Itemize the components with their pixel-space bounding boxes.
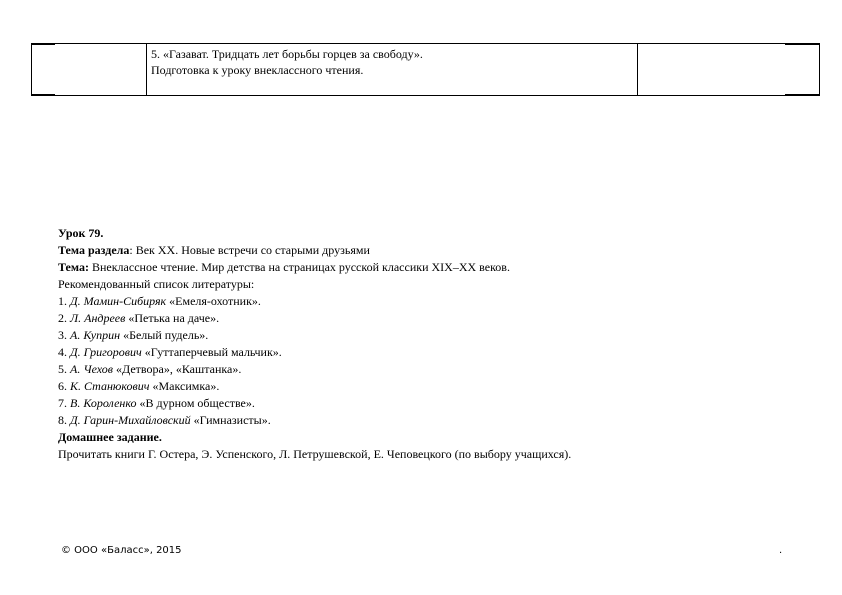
reading-list-item [58, 395, 818, 412]
reading-list-num: 7. [58, 396, 70, 410]
table-corner-mark [785, 43, 820, 45]
reading-list-work: «Гуттаперчевый мальчик». [141, 345, 282, 359]
reading-list-num: 6. [58, 379, 70, 393]
homework-label: Домашнее задание. [58, 430, 162, 444]
reading-list-item [58, 344, 818, 361]
table-corner-mark [785, 94, 820, 96]
reading-list-work: «Максимка». [149, 379, 220, 393]
reading-list-work: «Емеля-охотник». [166, 294, 261, 308]
reading-list-num: 5. [58, 362, 70, 376]
topic-label: Тема: [58, 260, 89, 274]
reading-list-author: А. Куприн [70, 328, 121, 342]
reading-list-item [58, 412, 818, 429]
reading-list [58, 293, 818, 429]
reading-list-item [58, 310, 818, 327]
table-cell-line: 5. «Газават. Тридцать лет борьбы горцев за свободу». [151, 47, 423, 61]
reading-list-work: «В дурном обществе». [136, 396, 255, 410]
footer-page-mark: . [779, 545, 783, 556]
reading-list-work: «Петька на даче». [125, 311, 220, 325]
table-border-left [31, 44, 32, 95]
reading-list-author: В. Короленко [70, 396, 137, 410]
reading-list-work: «Детвора», «Каштанка». [113, 362, 242, 376]
reading-list-num: 3. [58, 328, 70, 342]
reading-list-num: 2. [58, 311, 70, 325]
reading-list-item [58, 327, 818, 344]
reading-list-author: Д. Гарин-Михайловский [70, 413, 191, 427]
reading-list-author: Л. Андреев [70, 311, 126, 325]
lesson-content [58, 225, 818, 463]
table-cell-line: Подготовка к уроку внеклассного чтения. [151, 63, 364, 77]
reading-list-work: «Белый пудель». [120, 328, 209, 342]
lesson-title: Урок 79. [58, 226, 104, 240]
lesson-table-fragment [31, 43, 820, 96]
reading-list-num: 1. [58, 294, 70, 308]
reading-list-work: «Гимназисты». [190, 413, 271, 427]
reading-list-num: 4. [58, 345, 70, 359]
reading-list-author: А. Чехов [70, 362, 114, 376]
section-label: Тема раздела [58, 243, 130, 257]
reading-list-item [58, 361, 818, 378]
table-border-right [819, 44, 820, 95]
reading-list-author: Д. Григорович [70, 345, 142, 359]
topic-line [58, 259, 818, 276]
section-line [58, 242, 818, 259]
reading-list-author: Д. Мамин-Сибиряк [70, 294, 167, 308]
table-column-divider-1 [146, 44, 147, 95]
reading-list-num: 8. [58, 413, 70, 427]
reading-list-author: К. Станюкович [70, 379, 150, 393]
table-corner-mark [31, 94, 55, 96]
table-corner-mark [31, 43, 55, 45]
footer-copyright: © ООО «Баласс», 2015 [61, 545, 182, 556]
reading-list-item [58, 378, 818, 395]
reading-list-title: Рекомендованный список литературы: [58, 277, 255, 291]
reading-list-item [58, 293, 818, 310]
topic-value: Внеклассное чтение. Мир детства на страницах русской классики XIX–XX веков. [88, 260, 510, 274]
section-value: : Век XX. Новые встречи со старыми друзьями [129, 243, 370, 257]
homework-text: Прочитать книги Г. Остера, Э. Успенского, Л. Петрушевской, Е. Чеповецкого (по выбору учащихся). [58, 447, 572, 461]
table-cell-content [151, 46, 641, 78]
